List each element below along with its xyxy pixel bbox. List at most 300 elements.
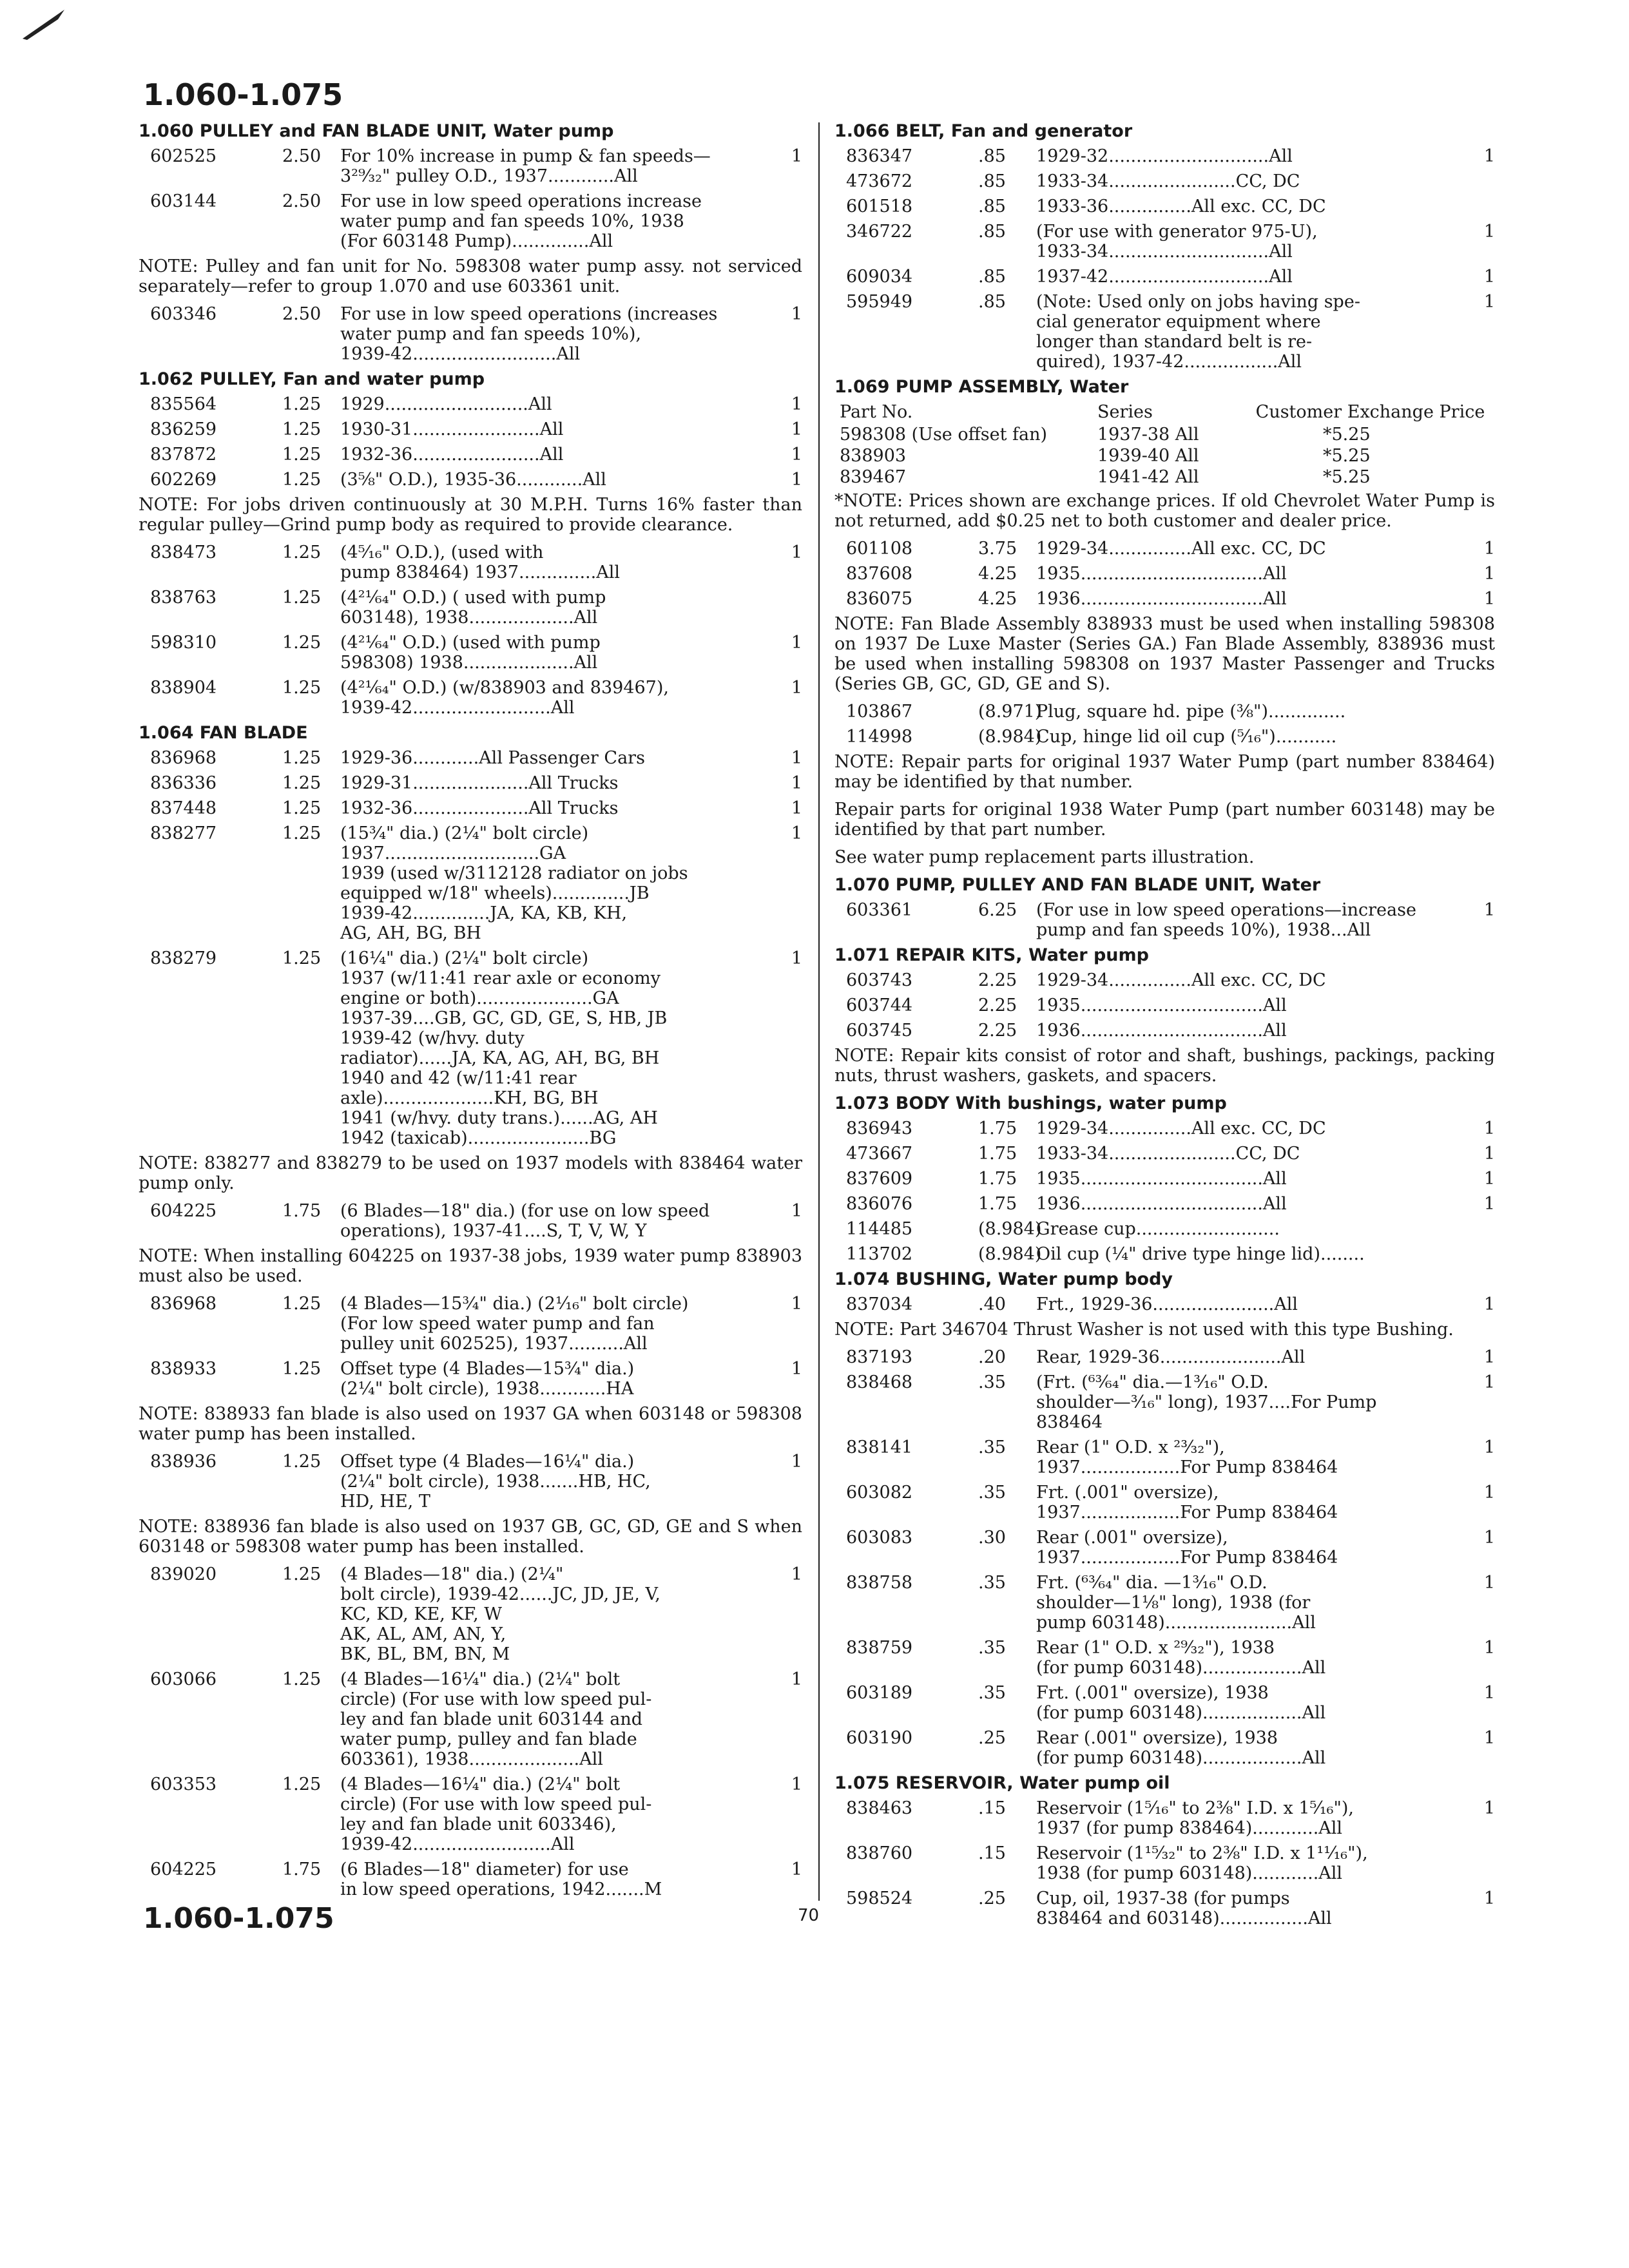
parts-row: [846, 1638, 1495, 1678]
description: (4⁵⁄₁₆" O.D.), (used with pump 838464) 1937..............All: [340, 543, 620, 582]
note-text: NOTE: Repair parts for original 1937 Water Pump (part number 838464) may be identified by that number.: [834, 752, 1495, 792]
parts-row: [846, 1219, 1495, 1239]
parts-row: [846, 564, 1495, 584]
description: 1933-36...............All exc. CC, DC: [1036, 197, 1326, 216]
section: [139, 723, 802, 1899]
description: For 10% increase in pump & fan speeds— 3²⁹⁄₃₂" pulley O.D., 1937............All: [340, 146, 711, 186]
part-number: 838763: [150, 588, 217, 608]
part-number: 838760: [846, 1843, 913, 1863]
price: (8.984): [978, 1219, 1042, 1239]
table-header: [840, 402, 1495, 422]
price: 1.25: [282, 543, 322, 562]
part-number: 603353: [150, 1774, 217, 1794]
parts-row: [150, 948, 802, 1148]
parts-row: [150, 588, 802, 628]
parts-row: [846, 1194, 1495, 1214]
section-title: 1.064 FAN BLADE: [139, 723, 308, 743]
description: (4 Blades—18" dia.) (2¼" bolt circle), 1939-42......JC, JD, JE, V, KC, KD, KE, KF, W AK, AL, AM, AN, Y, BK, BL, BM, BN, M: [340, 1564, 660, 1664]
part-number: 838463: [846, 1798, 913, 1818]
right-column: [834, 121, 1495, 1934]
price: .25: [978, 1888, 1006, 1908]
part-number: 103867: [846, 702, 913, 722]
description: (4 Blades—15¾" dia.) (2¹⁄₁₆" bolt circle) (For low speed water pump and fan pulley unit 602525), 1937..........All: [340, 1294, 689, 1354]
price: 1.25: [282, 678, 322, 698]
description: 1937-42.............................All: [1036, 267, 1293, 287]
part-number: 113702: [846, 1244, 913, 1264]
cell-part: 838903: [840, 446, 907, 466]
price: .20: [978, 1347, 1006, 1367]
quantity: 1: [1483, 1347, 1495, 1367]
page-header: 1.060-1.075: [143, 77, 343, 112]
cell-part: 839467: [840, 467, 907, 487]
quantity: 1: [791, 146, 802, 166]
description: 1932-36.......................All: [340, 445, 564, 465]
parts-row: [846, 1021, 1495, 1041]
description: (4 Blades—16¼" dia.) (2¼" bolt circle) (For use with low speed pul- ley and fan blade unit 603346), 1939-42.........................All: [340, 1774, 652, 1854]
quantity: 1: [1483, 292, 1495, 312]
part-number: 836347: [846, 146, 913, 166]
quantity: 1: [791, 798, 802, 818]
description: Rear (.001" oversize), 1937..................For Pump 838464: [1036, 1528, 1338, 1568]
price: .35: [978, 1573, 1006, 1593]
part-number: 601108: [846, 539, 913, 559]
price: .15: [978, 1843, 1006, 1863]
quantity: 1: [1483, 1372, 1495, 1392]
quantity: 1: [1483, 1638, 1495, 1658]
part-number: 595949: [846, 292, 913, 312]
quantity: 1: [791, 1201, 802, 1221]
part-number: 838141: [846, 1437, 913, 1457]
part-number: 603745: [846, 1021, 913, 1041]
quantity: 1: [791, 678, 802, 698]
parts-row: [150, 633, 802, 673]
quantity: 1: [1483, 1437, 1495, 1457]
parts-row: [150, 394, 802, 414]
part-number: 837608: [846, 564, 913, 584]
parts-row: [150, 419, 802, 439]
price: 1.25: [282, 1669, 322, 1689]
description: Frt. (.001" oversize), 1937..................For Pump 838464: [1036, 1483, 1338, 1523]
part-number: 603346: [150, 304, 217, 324]
quantity: 1: [1483, 539, 1495, 559]
section: [834, 945, 1495, 1086]
page-footer: 1.060-1.075: [143, 1902, 334, 1935]
parts-row: [846, 1683, 1495, 1723]
part-number: 838277: [150, 823, 217, 843]
parts-row: [150, 543, 802, 582]
quantity: 1: [1483, 900, 1495, 920]
price: (8.984): [978, 1244, 1042, 1264]
part-number: 114485: [846, 1219, 913, 1239]
price: .40: [978, 1294, 1006, 1314]
note-text: NOTE: Repair kits consist of rotor and shaft, bushings, packings, packing nuts, thrust washers, gaskets, and spacers.: [834, 1046, 1495, 1086]
cell-price: *5.25: [1323, 446, 1371, 466]
parts-row: [846, 1798, 1495, 1838]
parts-row: [150, 678, 802, 718]
quantity: 1: [1483, 564, 1495, 584]
description: Rear (1" O.D. x ²³⁄₃₂"), 1937..................For Pump 838464: [1036, 1437, 1338, 1477]
part-number: 836259: [150, 419, 217, 439]
parts-row: [846, 1119, 1495, 1139]
parts-row: [150, 304, 802, 364]
part-number: 604225: [150, 1860, 217, 1879]
parts-row: [846, 1372, 1495, 1432]
price: 1.25: [282, 588, 322, 608]
part-number: 603743: [846, 970, 913, 990]
parts-row: [846, 1169, 1495, 1189]
quantity: 1: [1483, 589, 1495, 609]
description: 1936.................................All: [1036, 589, 1287, 609]
part-number: 603190: [846, 1728, 913, 1748]
description: Reservoir (1¹⁵⁄₃₂" to 2⅜" I.D. x 1¹¹⁄₁₆"), 1938 (for pump 603148)............All: [1036, 1843, 1368, 1883]
quantity: 1: [791, 419, 802, 439]
parts-row: [846, 1294, 1495, 1314]
section: [834, 1093, 1495, 1264]
price: .85: [978, 292, 1006, 312]
part-number: 603361: [846, 900, 913, 920]
parts-row: [150, 1359, 802, 1399]
note-text: NOTE: 838933 fan blade is also used on 1937 GA when 603148 or 598308 water pump has been installed.: [139, 1404, 802, 1444]
quantity: 1: [791, 748, 802, 768]
parts-row: [150, 1564, 802, 1664]
parts-row: [846, 1144, 1495, 1164]
quantity: 1: [791, 543, 802, 562]
price: .35: [978, 1372, 1006, 1392]
parts-row: [150, 1201, 802, 1241]
price: 6.25: [978, 900, 1017, 920]
description: 1929-34...............All exc. CC, DC: [1036, 1119, 1326, 1139]
description: Cup, hinge lid oil cup (⁵⁄₁₆")...........: [1036, 727, 1337, 747]
description: 1929-36............All Passenger Cars: [340, 748, 645, 768]
price: .35: [978, 1638, 1006, 1658]
description: (6 Blades—18" diameter) for use in low speed operations, 1942.......M: [340, 1860, 662, 1899]
description: Frt. (.001" oversize), 1938 (for pump 603148)..................All: [1036, 1683, 1326, 1723]
col-part-no: Part No.: [840, 402, 913, 422]
description: 1929-32.............................All: [1036, 146, 1293, 166]
part-number: 603189: [846, 1683, 913, 1703]
column-divider: [818, 122, 820, 1901]
description: Frt. (⁶³⁄₆₄" dia. —1³⁄₁₆" O.D. shoulder—1⅛" long), 1938 (for pump 603148).......................All: [1036, 1573, 1316, 1633]
parts-row: [846, 1528, 1495, 1568]
note-text: NOTE: 838936 fan blade is also used on 1937 GB, GC, GD, GE and S when 603148 or 598308 water pump has been installed.: [139, 1517, 802, 1557]
quantity: 1: [791, 1359, 802, 1379]
cell-price: *5.25: [1323, 467, 1371, 487]
parts-row: [150, 1774, 802, 1854]
part-number: 602269: [150, 470, 217, 490]
price: 1.25: [282, 445, 322, 465]
section: [834, 1773, 1495, 1928]
part-number: 602525: [150, 146, 217, 166]
table-row: [840, 425, 1495, 445]
section: [139, 369, 802, 718]
price: .85: [978, 197, 1006, 216]
description: 1929..........................All: [340, 394, 552, 414]
left-column: [139, 121, 802, 1905]
description: Rear (.001" oversize), 1938 (for pump 603148)..................All: [1036, 1728, 1326, 1768]
col-price: Customer Exchange Price: [1255, 402, 1485, 422]
section-title: 1.060 PULLEY and FAN BLADE UNIT, Water pump: [139, 121, 614, 141]
section: [139, 121, 802, 364]
price: .85: [978, 171, 1006, 191]
part-number: 836076: [846, 1194, 913, 1214]
quantity: 1: [791, 470, 802, 490]
price: .85: [978, 146, 1006, 166]
part-number: 838468: [846, 1372, 913, 1392]
section: [834, 121, 1495, 372]
description: 1930-31.......................All: [340, 419, 564, 439]
section-title: 1.071 REPAIR KITS, Water pump: [834, 945, 1149, 965]
part-number: 603144: [150, 191, 217, 211]
description: For use in low speed operations increase water pump and fan speeds 10%, 1938 (For 603148 Pump)..............All: [340, 191, 702, 251]
part-number: 603066: [150, 1669, 217, 1689]
section-title: 1.075 RESERVOIR, Water pump oil: [834, 1773, 1170, 1793]
price: 1.25: [282, 1452, 322, 1472]
parts-row: [846, 1573, 1495, 1633]
section-title: 1.069 PUMP ASSEMBLY, Water: [834, 377, 1129, 397]
cell-series: 1939-40 All: [1097, 446, 1199, 466]
price: .85: [978, 267, 1006, 287]
part-number: 609034: [846, 267, 913, 287]
description: (4²¹⁄₆₄" O.D.) (w/838903 and 839467), 1939-42.........................All: [340, 678, 669, 718]
description: 1935.................................All: [1036, 564, 1287, 584]
part-number: 836075: [846, 589, 913, 609]
quantity: 1: [791, 1669, 802, 1689]
quantity: 1: [791, 633, 802, 653]
description: 1936.................................All: [1036, 1021, 1287, 1041]
price: 1.25: [282, 948, 322, 968]
part-number: 837609: [846, 1169, 913, 1189]
price: 2.50: [282, 146, 322, 166]
description: (For use in low speed operations—increase pump and fan speeds 10%), 1938...All: [1036, 900, 1416, 940]
part-number: 837034: [846, 1294, 913, 1314]
quantity: 1: [791, 773, 802, 793]
price: .35: [978, 1437, 1006, 1457]
description: (4 Blades—16¼" dia.) (2¼" bolt circle) (For use with low speed pul- ley and fan blade unit 603144 and water pump, pulley and fan blade 603361), 1938....................All: [340, 1669, 652, 1769]
part-number: 838279: [150, 948, 217, 968]
description: 1935.................................All: [1036, 995, 1287, 1015]
price: 1.25: [282, 798, 322, 818]
parts-row: [150, 748, 802, 768]
quantity: 1: [1483, 1169, 1495, 1189]
price: 2.50: [282, 304, 322, 324]
part-number: 838933: [150, 1359, 217, 1379]
parts-row: [846, 197, 1495, 216]
corner-mark-icon: [19, 6, 71, 48]
parts-row: [846, 1843, 1495, 1883]
description: Reservoir (1⁵⁄₁₆" to 2⅜" I.D. x 1⁵⁄₁₆"), 1937 (for pump 838464)............All: [1036, 1798, 1354, 1838]
parts-row: [846, 171, 1495, 191]
parts-row: [150, 798, 802, 818]
price: (8.984): [978, 727, 1042, 747]
description: (Frt. (⁶³⁄₆₄" dia.—1³⁄₁₆" O.D. shoulder—³⁄₁₆" long), 1937....For Pump 838464: [1036, 1372, 1377, 1432]
page-number: 70: [798, 1906, 820, 1925]
quantity: 1: [791, 823, 802, 843]
part-number: 835564: [150, 394, 217, 414]
quantity: 1: [1483, 267, 1495, 287]
part-number: 839020: [150, 1564, 217, 1584]
note-text: NOTE: When installing 604225 on 1937-38 jobs, 1939 water pump 838903 must also be used.: [139, 1246, 802, 1286]
section-title: 1.070 PUMP, PULLEY AND FAN BLADE UNIT, Water: [834, 875, 1321, 895]
cell-series: 1937-38 All: [1097, 425, 1199, 445]
part-number: 837193: [846, 1347, 913, 1367]
price: 4.25: [978, 589, 1017, 609]
table-row: [840, 446, 1495, 466]
description: (For use with generator 975-U), 1933-34.............................All: [1036, 222, 1318, 262]
note-text: NOTE: Part 346704 Thrust Washer is not used with this type Bushing.: [834, 1320, 1454, 1340]
description: (6 Blades—18" dia.) (for use on low speed operations), 1937-41....S, T, V, W, Y: [340, 1201, 710, 1241]
section: [834, 1269, 1495, 1768]
price: 1.25: [282, 773, 322, 793]
parts-row: [150, 191, 802, 251]
description: 1936.................................All: [1036, 1194, 1287, 1214]
quantity: 1: [791, 948, 802, 968]
section-title: 1.062 PULLEY, Fan and water pump: [139, 369, 485, 389]
quantity: 1: [1483, 1144, 1495, 1164]
price: .15: [978, 1798, 1006, 1818]
parts-row: [150, 773, 802, 793]
price: 3.75: [978, 539, 1017, 559]
description: Offset type (4 Blades—15¾" dia.) (2¼" bolt circle), 1938............HA: [340, 1359, 635, 1399]
price: 1.25: [282, 1564, 322, 1584]
table-row: [840, 467, 1495, 487]
description: Rear (1" O.D. x ²⁹⁄₃₂"), 1938 (for pump 603148)..................All: [1036, 1638, 1326, 1678]
price: 1.75: [282, 1201, 322, 1221]
parts-row: [150, 470, 802, 490]
price: .35: [978, 1683, 1006, 1703]
parts-row: [150, 1669, 802, 1769]
description: 1935.................................All: [1036, 1169, 1287, 1189]
parts-row: [846, 267, 1495, 287]
parts-row: [846, 539, 1495, 559]
price: 1.75: [282, 1860, 322, 1879]
quantity: 1: [1483, 1119, 1495, 1139]
price: 4.25: [978, 564, 1017, 584]
part-number: 114998: [846, 727, 913, 747]
parts-row: [846, 146, 1495, 166]
section-title: 1.066 BELT, Fan and generator: [834, 121, 1133, 141]
col-series: Series: [1097, 402, 1153, 422]
price: 2.25: [978, 970, 1017, 990]
part-number: 836336: [150, 773, 217, 793]
parts-row: [150, 823, 802, 943]
quantity: 1: [791, 1774, 802, 1794]
quantity: 1: [791, 1294, 802, 1314]
price: 1.25: [282, 419, 322, 439]
part-number: 601518: [846, 197, 913, 216]
parts-row: [846, 1244, 1495, 1264]
description: (4²¹⁄₆₄" O.D.) (used with pump 598308) 1938....................All: [340, 633, 601, 673]
description: (4²¹⁄₆₄" O.D.) ( used with pump 603148), 1938...................All: [340, 588, 606, 628]
parts-row: [846, 1437, 1495, 1477]
price: (8.971): [978, 702, 1042, 722]
part-number: 473672: [846, 171, 913, 191]
description: (15¾" dia.) (2¼" bolt circle) 1937............................GA 1939 (used w/3112128 radiator on jobs equipped w/18" wheels)..............JB 1939-42..............JA, KA, KB, KH, AG, AH, BG, BH: [340, 823, 688, 943]
price: 1.25: [282, 1294, 322, 1314]
description: Plug, square hd. pipe (⅜")..............: [1036, 702, 1346, 722]
part-number: 837872: [150, 445, 217, 465]
description: 1929-34...............All exc. CC, DC: [1036, 970, 1326, 990]
parts-row: [150, 445, 802, 465]
part-number: 838936: [150, 1452, 217, 1472]
description: 1932-36.....................All Trucks: [340, 798, 619, 818]
note-text: NOTE: For jobs driven continuously at 30 M.P.H. Turns 16% faster than regular pulley—Grind pump body as required to provide clearance.: [139, 495, 802, 535]
section: [834, 377, 1495, 867]
parts-row: [150, 146, 802, 186]
quantity: 1: [1483, 1194, 1495, 1214]
quantity: 1: [1483, 1294, 1495, 1314]
quantity: 1: [1483, 1888, 1495, 1908]
price: 1.25: [282, 633, 322, 653]
part-number: 598524: [846, 1888, 913, 1908]
part-number: 603082: [846, 1483, 913, 1503]
quantity: 1: [1483, 1528, 1495, 1548]
parts-row: [846, 222, 1495, 262]
price: 2.25: [978, 995, 1017, 1015]
price: 2.50: [282, 191, 322, 211]
part-number: 836943: [846, 1119, 913, 1139]
description: 1933-34.......................CC, DC: [1036, 171, 1300, 191]
part-number: 346722: [846, 222, 913, 242]
parts-row: [846, 292, 1495, 372]
description: (Note: Used only on jobs having spe- cial generator equipment where longer than standard belt is re- quired), 1937-42.................All: [1036, 292, 1360, 372]
part-number: 598310: [150, 633, 217, 653]
quantity: 1: [791, 1564, 802, 1584]
quantity: 1: [1483, 222, 1495, 242]
description: Offset type (4 Blades—16¼" dia.) (2¼" bolt circle), 1938.......HB, HC, HD, HE, T: [340, 1452, 651, 1512]
description: 1933-34.......................CC, DC: [1036, 1144, 1300, 1164]
part-number: 836968: [150, 1294, 217, 1314]
price: 1.75: [978, 1144, 1017, 1164]
price: 1.25: [282, 1359, 322, 1379]
description: (3⅝" O.D.), 1935-36............All: [340, 470, 606, 490]
price: 1.25: [282, 748, 322, 768]
price: .30: [978, 1528, 1006, 1548]
description: Rear, 1929-36......................All: [1036, 1347, 1306, 1367]
parts-row: [846, 1347, 1495, 1367]
quantity: 1: [791, 1452, 802, 1472]
cell-series: 1941-42 All: [1097, 467, 1199, 487]
parts-row: [150, 1294, 802, 1354]
price: .85: [978, 222, 1006, 242]
description: 1929-34...............All exc. CC, DC: [1036, 539, 1326, 559]
quantity: 1: [1483, 1483, 1495, 1503]
quantity: 1: [791, 445, 802, 465]
part-number: 838904: [150, 678, 217, 698]
parts-row: [846, 900, 1495, 940]
note-text: See water pump replacement parts illustration.: [834, 847, 1255, 867]
price: .25: [978, 1728, 1006, 1748]
description: Cup, oil, 1937-38 (for pumps 838464 and 603148)................All: [1036, 1888, 1332, 1928]
note-text: *NOTE: Prices shown are exchange prices. If old Chevrolet Water Pump is not returned, add $0.25 net to both customer and dealer price.: [834, 491, 1495, 531]
part-number: 836968: [150, 748, 217, 768]
parts-row: [846, 702, 1495, 722]
note-text: NOTE: 838277 and 838279 to be used on 1937 models with 838464 water pump only.: [139, 1153, 802, 1193]
price: 1.75: [978, 1169, 1017, 1189]
note-text: NOTE: Fan Blade Assembly 838933 must be used when installing 598308 on 1937 De Luxe Master (Series GA.) Fan Blade Assembly, 838936 must be used when installing 598308 on 1937 Master Passenger and Trucks (Series GB, GC, GD, GE and S).: [834, 614, 1495, 694]
quantity: 1: [1483, 1798, 1495, 1818]
section-title: 1.074 BUSHING, Water pump body: [834, 1269, 1173, 1289]
cell-part: 598308 (Use offset fan): [840, 425, 1048, 445]
quantity: 1: [1483, 1573, 1495, 1593]
part-number: 473667: [846, 1144, 913, 1164]
parts-row: [846, 1888, 1495, 1928]
price: 1.25: [282, 470, 322, 490]
part-number: 603083: [846, 1528, 913, 1548]
parts-row: [846, 727, 1495, 747]
part-number: 838758: [846, 1573, 913, 1593]
description: Frt., 1929-36......................All: [1036, 1294, 1298, 1314]
quantity: 1: [791, 1860, 802, 1879]
